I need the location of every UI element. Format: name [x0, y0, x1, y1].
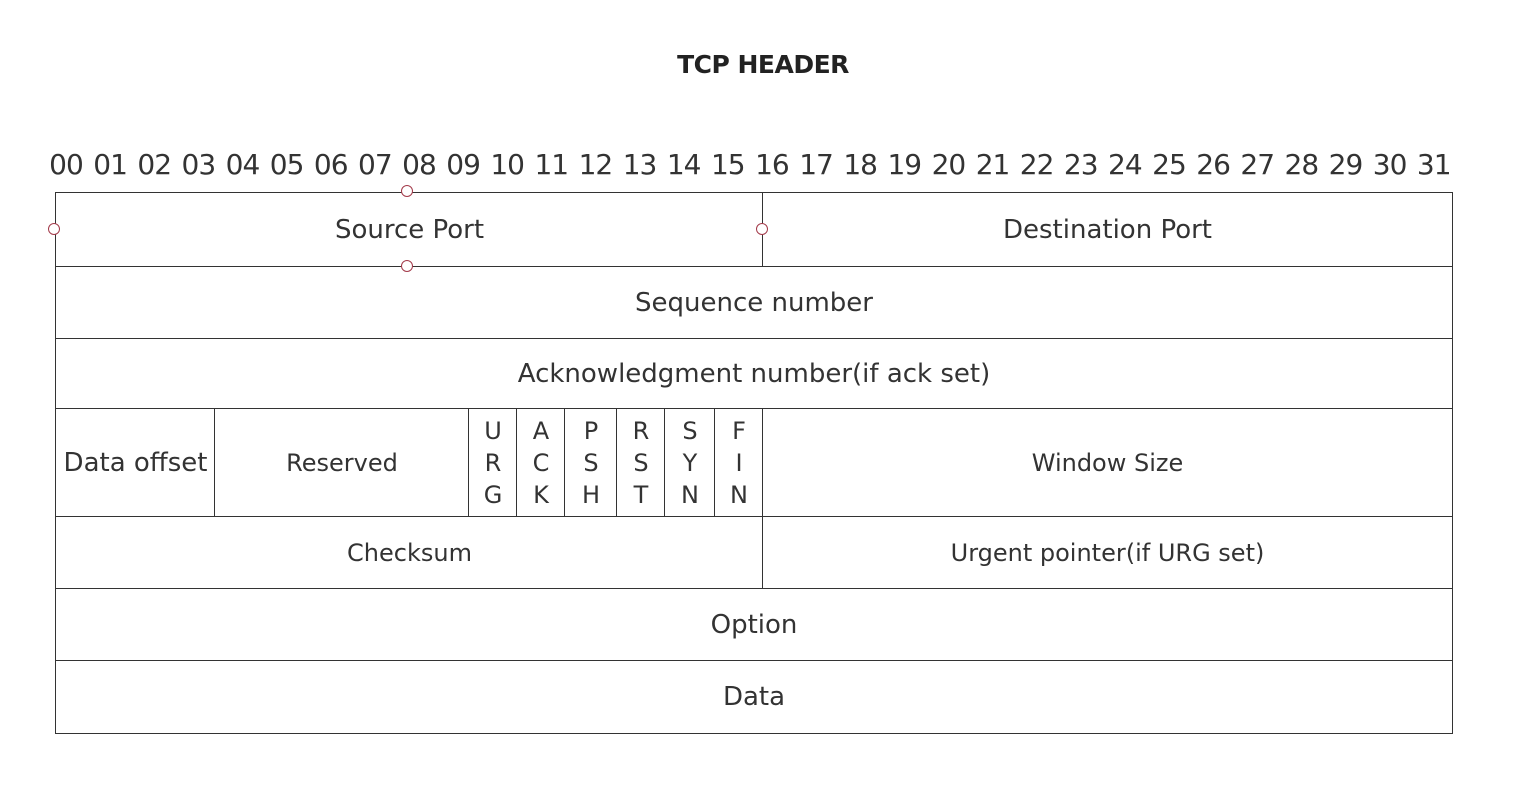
flag-fin-letter: N [730, 481, 748, 509]
bit-number: 25 [1152, 148, 1186, 181]
flag-psh-letter: S [583, 449, 599, 477]
destination-port-field[interactable] [762, 192, 1453, 267]
bit-number: 16 [755, 148, 789, 181]
flag-urg-letter: G [483, 481, 503, 509]
flag-rst[interactable] [616, 408, 666, 518]
flag-psh[interactable] [564, 408, 618, 518]
window-size-label: Window Size [1031, 449, 1184, 477]
bit-number-ruler [0, 148, 1514, 184]
selection-handle-right[interactable] [756, 223, 768, 235]
selection-handle-bottom[interactable] [401, 260, 413, 272]
bit-number: 00 [49, 148, 83, 181]
flag-ack-letter: C [532, 449, 550, 477]
diagram-title: TCP HEADER [677, 50, 849, 79]
flag-syn-letter: Y [682, 449, 698, 477]
flag-rst-letter: S [633, 449, 649, 477]
flag-fin-letter: F [732, 417, 746, 445]
bit-number: 13 [622, 148, 657, 181]
data-offset-label: Data offset [63, 448, 208, 478]
flag-syn-letter: S [682, 417, 698, 445]
urgent-pointer-field[interactable] [762, 516, 1453, 590]
flag-ack-letter: K [533, 481, 549, 509]
bit-number: 31 [1416, 148, 1451, 181]
destination-port-label: Destination Port [1002, 214, 1212, 245]
bit-number: 28 [1284, 148, 1319, 181]
selection-handle-left[interactable] [48, 223, 60, 235]
data-label: Data [722, 682, 786, 712]
bit-number: 18 [843, 148, 877, 181]
option-label: Option [710, 610, 798, 640]
data-field[interactable] [55, 660, 1453, 734]
acknowledgment-number-label: Acknowledgment number(if ack set) [517, 359, 991, 389]
bit-number: 06 [313, 148, 348, 181]
bit-number: 02 [137, 148, 172, 181]
flag-fin[interactable] [714, 408, 764, 518]
bit-number: 15 [710, 148, 745, 181]
bit-number: 12 [578, 148, 613, 181]
flag-syn-letter: N [681, 481, 699, 509]
window-size-field[interactable] [762, 408, 1453, 518]
bit-number: 14 [666, 148, 701, 181]
bit-number: 04 [225, 148, 260, 181]
reserved-label: Reserved [286, 449, 398, 477]
bit-number: 01 [93, 148, 127, 181]
reserved-field[interactable] [214, 408, 470, 518]
bit-number: 23 [1063, 148, 1098, 181]
checksum-field[interactable] [55, 516, 764, 590]
source-port-field[interactable] [55, 192, 764, 267]
flag-fin-letter: I [735, 449, 743, 477]
sequence-number-field[interactable] [55, 266, 1453, 340]
bit-number: 30 [1372, 148, 1407, 181]
bit-number: 05 [269, 148, 304, 181]
bit-number: 07 [358, 148, 392, 181]
checksum-label: Checksum [347, 539, 472, 567]
selection-handle-top[interactable] [401, 185, 413, 197]
bit-number: 20 [931, 148, 966, 181]
bit-number: 09 [446, 148, 480, 181]
urgent-pointer-label: Urgent pointer(if URG set) [950, 539, 1265, 567]
flag-syn[interactable] [664, 408, 716, 518]
bit-number: 27 [1240, 148, 1275, 181]
bit-number: 08 [402, 148, 436, 181]
source-port-label: Source Port [334, 214, 485, 245]
flag-ack[interactable] [516, 408, 566, 518]
bit-number: 21 [975, 148, 1010, 181]
bit-number: 03 [181, 148, 216, 181]
bit-number: 19 [887, 148, 922, 181]
flag-rst-letter: R [632, 417, 650, 445]
bit-number: 24 [1108, 148, 1142, 181]
flag-urg-letter: R [484, 449, 502, 477]
flag-psh-letter: H [581, 481, 601, 509]
bit-number: 29 [1328, 148, 1363, 181]
flag-urg-letter: U [484, 417, 502, 445]
bit-number: 22 [1019, 148, 1054, 181]
bit-number: 11 [534, 148, 569, 181]
flag-rst-letter: T [633, 481, 649, 509]
bit-number: 26 [1196, 148, 1230, 181]
sequence-number-label: Sequence number [635, 288, 873, 318]
data-offset-field[interactable] [55, 408, 216, 518]
flag-urg[interactable] [468, 408, 518, 518]
acknowledgment-number-field[interactable] [55, 338, 1453, 410]
bit-number: 17 [799, 148, 833, 181]
flag-ack-letter: A [532, 417, 550, 445]
bit-number: 10 [490, 148, 524, 181]
flag-psh-letter: P [583, 417, 599, 445]
option-field[interactable] [55, 588, 1453, 662]
